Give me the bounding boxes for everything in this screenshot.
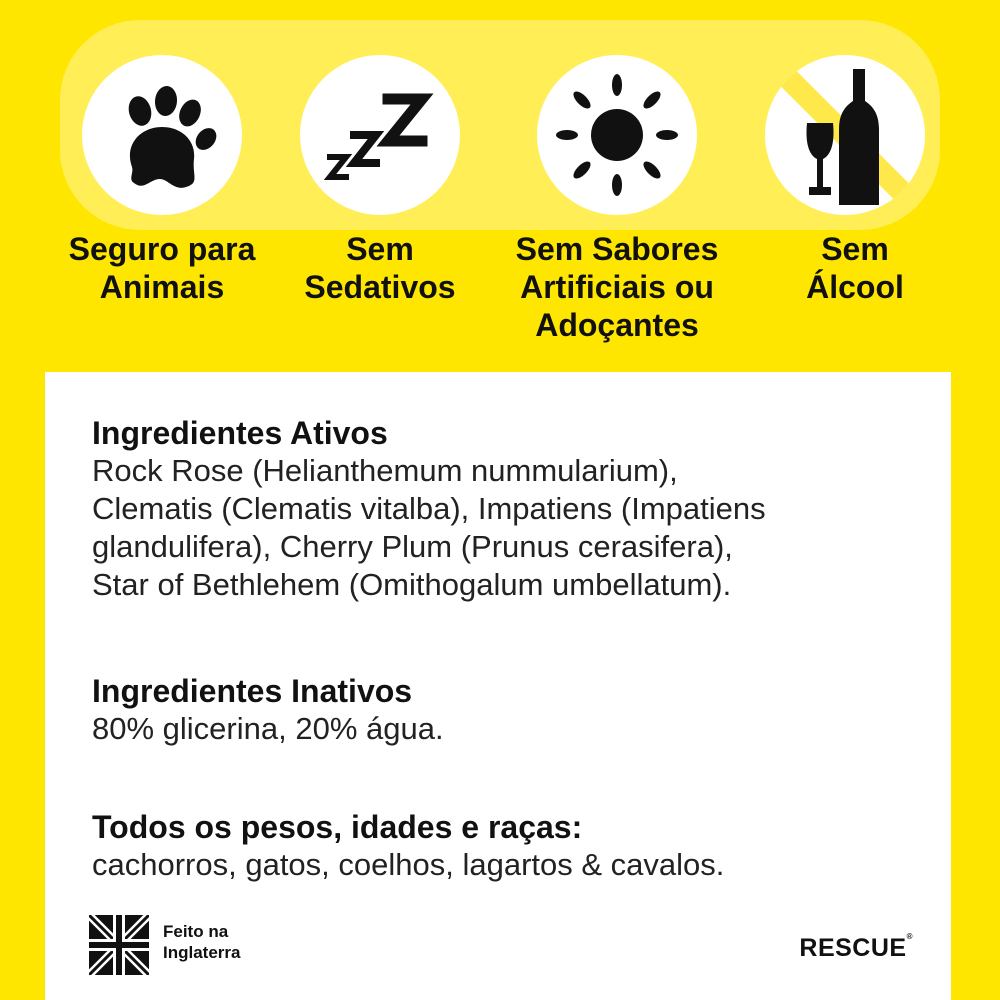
brand-name: RESCUE	[799, 934, 907, 962]
made-in-england	[89, 915, 241, 975]
badge-label-line: Animais	[99, 269, 225, 305]
paw-icon	[82, 55, 242, 215]
badge-label	[740, 230, 970, 306]
active-ingredients-title: Ingredientes Ativos	[92, 415, 388, 451]
suitable-for-section	[92, 808, 912, 884]
inactive-ingredients-section	[92, 672, 912, 748]
badge-label-line: Sem	[821, 231, 889, 267]
text-line: Inglaterra	[163, 943, 241, 962]
badge-label-line: Sem Sabores	[515, 231, 719, 267]
badge-label-line: Sem	[346, 231, 414, 267]
badge-label	[47, 230, 277, 306]
active-ingredients-text	[92, 452, 912, 604]
inactive-ingredients-text	[92, 710, 912, 748]
suitable-for-text	[92, 846, 912, 884]
text-line: Rock Rose (Helianthemum nummularium),	[92, 453, 678, 488]
ingredients-panel	[45, 372, 951, 1000]
text-line: 80% glicerina, 20% água.	[92, 711, 444, 746]
active-ingredients-section	[92, 414, 912, 604]
made-in-text	[163, 921, 323, 963]
sun-icon	[537, 55, 697, 215]
rescue-logo	[799, 934, 913, 963]
badge-label-line: Álcool	[806, 269, 904, 305]
text-line: Clematis (Clematis vitalba), Impatiens (Impatiens	[92, 491, 766, 526]
uk-flag-icon	[89, 915, 149, 975]
badge-circle	[300, 55, 460, 215]
badge-label	[502, 230, 732, 344]
text-line: glandulifera), Cherry Plum (Prunus cerasifera),	[92, 529, 733, 564]
inactive-ingredients-title: Ingredientes Inativos	[92, 673, 413, 709]
badge-label-line: Artificiais ou	[520, 269, 714, 305]
badge-label	[265, 230, 495, 306]
badge-circle	[765, 55, 925, 215]
badge-circle	[82, 55, 242, 215]
suitable-for-title: Todos os pesos, idades e raças:	[92, 809, 583, 845]
registered-mark: ®	[906, 932, 913, 941]
text-line: Star of Bethlehem (Omithogalum umbellatum).	[92, 567, 732, 602]
badge-label-line: Sedativos	[304, 269, 456, 305]
badge-circle	[537, 55, 697, 215]
sleep-zzz-icon	[300, 55, 460, 215]
text-line: cachorros, gatos, coelhos, lagartos & cavalos.	[92, 847, 725, 882]
no-alcohol-icon	[765, 55, 925, 215]
badge-label-line: Adoçantes	[535, 307, 699, 343]
badge-label-line: Seguro para	[68, 231, 256, 267]
text-line: Feito na	[163, 922, 229, 941]
